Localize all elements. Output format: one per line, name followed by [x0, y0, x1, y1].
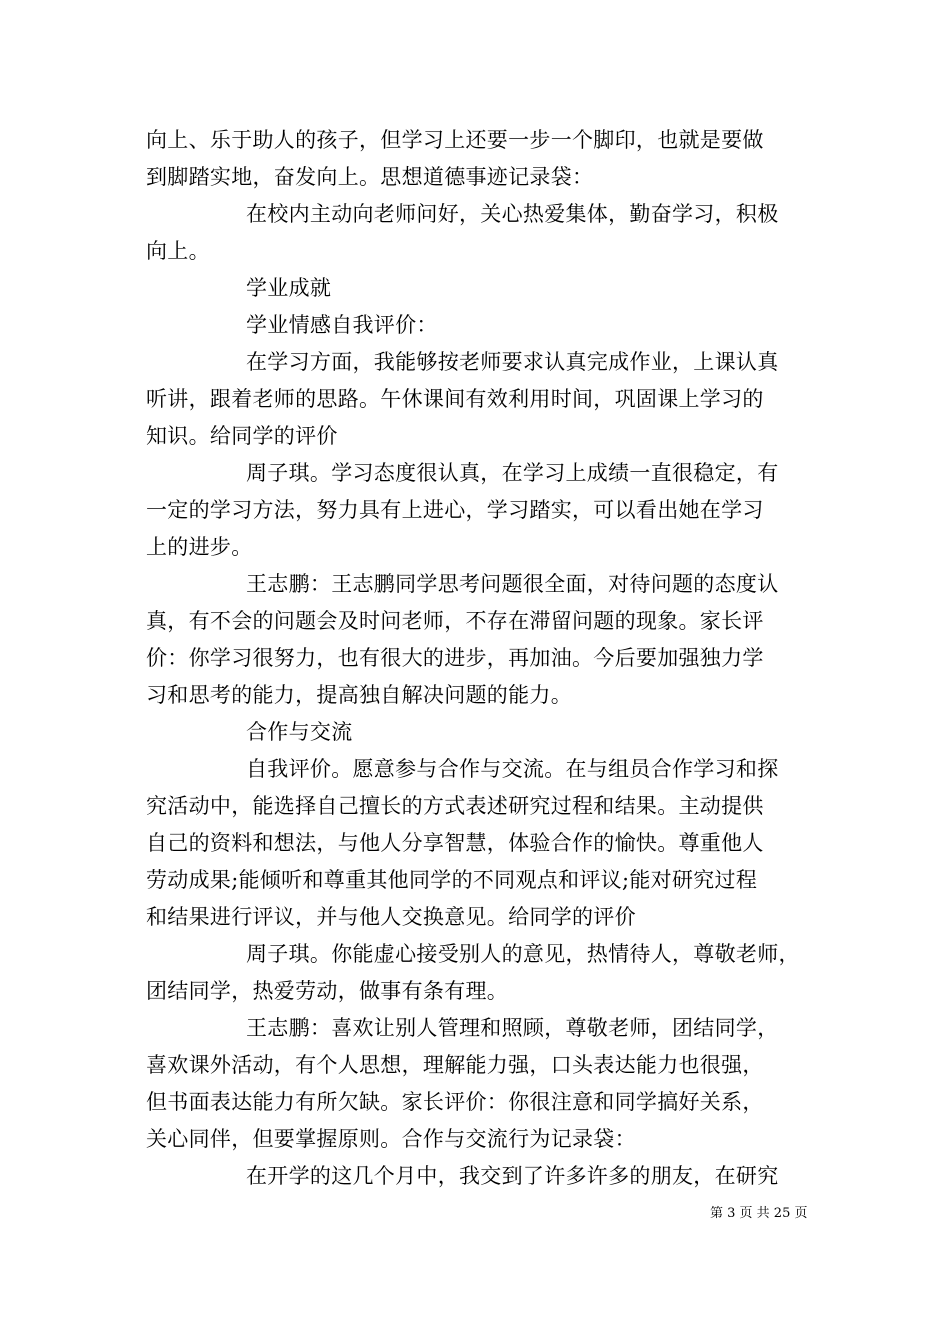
body-text-line: 真，有不会的问题会及时问老师，不存在滞留问题的现象。家长评 [146, 609, 764, 633]
page-number-footer: 第 3 页 共 25 页 [710, 1206, 808, 1221]
body-text-line: 在学习方面，我能够按老师要求认真完成作业，上课认真 [246, 350, 779, 374]
body-text-line: 周子琪。你能虚心接受别人的意见，热情待人，尊敬老师， [246, 942, 800, 966]
body-text-line: 自我评价。愿意参与合作与交流。在与组员合作学习和探 [246, 757, 779, 781]
body-text-line: 到脚踏实地，奋发向上。思想道德事迹记录袋： [146, 165, 594, 189]
body-text-line: 在开学的这几个月中，我交到了许多许多的朋友，在研究 [246, 1164, 779, 1188]
body-text-line: 听讲，跟着老师的思路。午休课间有效利用时间，巩固课上学习的 [146, 387, 764, 411]
body-text-line: 上的进步。 [146, 535, 253, 559]
body-text-line: 劳动成果;能倾听和尊重其他同学的不同观点和评议;能对研究过程 [146, 868, 758, 892]
body-text-line: 向上、乐于助人的孩子，但学习上还要一步一个脚印，也就是要做 [146, 128, 764, 152]
body-text-line: 习和思考的能力，提高独自解决问题的能力。 [146, 683, 572, 707]
subsection-heading: 学业情感自我评价： [246, 313, 438, 337]
section-heading: 合作与交流 [246, 720, 353, 744]
body-text-line: 知识。给同学的评价 [146, 424, 338, 448]
body-text-line: 自己的资料和想法，与他人分享智慧，体验合作的愉快。尊重他人 [146, 831, 764, 855]
body-text-line: 但书面表达能力有所欠缺。家长评价：你很注意和同学搞好关系， [146, 1090, 764, 1114]
body-text-line: 喜欢课外活动，有个人思想，理解能力强，口头表达能力也很强， [146, 1053, 764, 1077]
body-text-line: 王志鹏：喜欢让别人管理和照顾，尊敬老师，团结同学， [246, 1016, 779, 1040]
body-text-line: 一定的学习方法，努力具有上进心，学习踏实，可以看出她在学习 [146, 498, 764, 522]
body-text-line: 王志鹏：王志鹏同学思考问题很全面，对待问题的态度认 [246, 572, 779, 596]
body-text-line: 关心同伴，但要掌握原则。合作与交流行为记录袋： [146, 1127, 636, 1151]
body-text-line: 价：你学习很努力，也有很大的进步，再加油。今后要加强独力学 [146, 646, 764, 670]
body-text-line: 向上。 [146, 239, 210, 263]
body-text-line: 在校内主动向老师问好，关心热爱集体，勤奋学习，积极 [246, 202, 779, 226]
body-text-line: 究活动中，能选择自己擅长的方式表述研究过程和结果。主动提供 [146, 794, 764, 818]
body-text-line: 周子琪。学习态度很认真，在学习上成绩一直很稳定，有 [246, 461, 779, 485]
body-text-line: 和结果进行评议，并与他人交换意见。给同学的评价 [146, 905, 636, 929]
body-text-line: 团结同学，热爱劳动，做事有条有理。 [146, 979, 509, 1003]
section-heading: 学业成就 [246, 276, 332, 300]
